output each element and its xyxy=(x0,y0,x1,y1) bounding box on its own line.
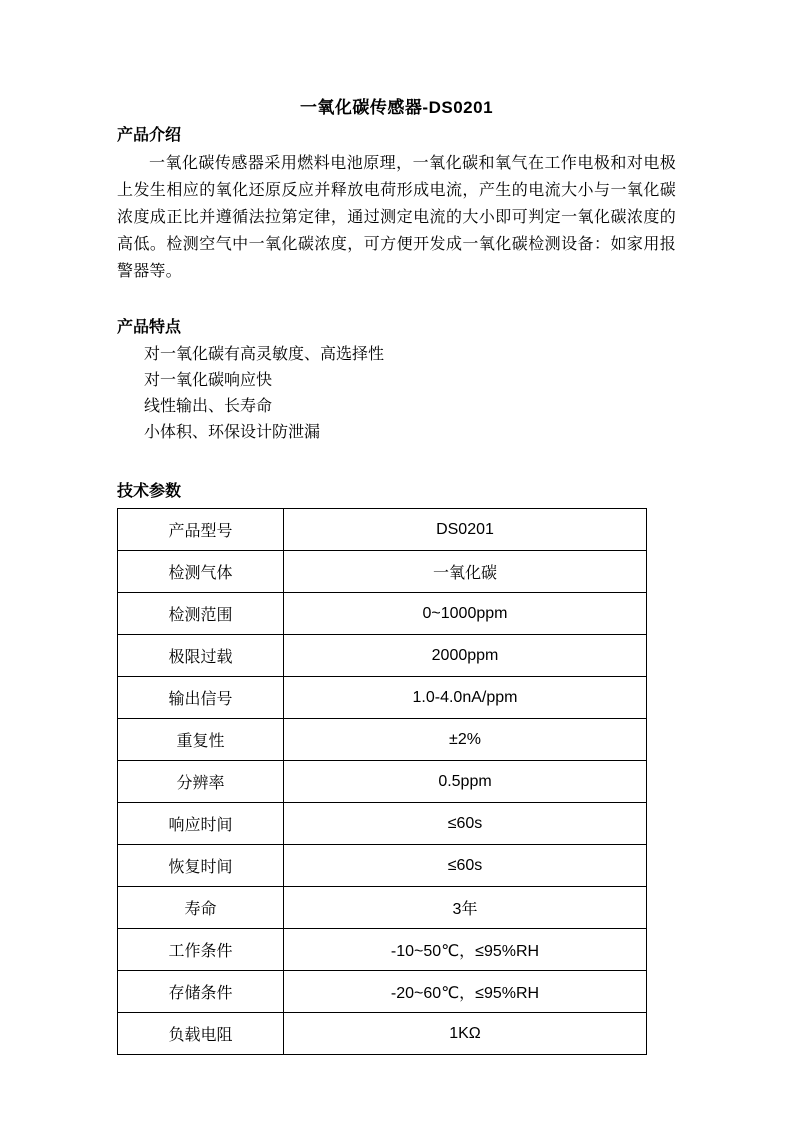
spec-row xyxy=(118,635,647,677)
spec-label-cell: 重复性 xyxy=(118,719,284,761)
spec-row xyxy=(118,971,647,1013)
spec-value-cell: 一氧化碳 xyxy=(284,551,647,593)
specs-table-body xyxy=(118,509,647,1055)
intro-paragraph: 一氧化碳传感器采用燃料电池原理，一氧化碳和氧气在工作电极和对电极上发生相应的氧化还原反应并释放电荷形成电流，产生的电流大小与一氧化碳浓度成正比并遵循法拉第定律，通过测定电流的大小即可判定一氧化碳浓度的高低。检测空气中一氧化碳浓度，可方便开发成一氧化碳检测设备：如家用报警器等。 xyxy=(117,155,676,280)
spec-label-cell: 分辨率 xyxy=(118,761,284,803)
spec-row xyxy=(118,845,647,887)
spec-row xyxy=(118,509,647,551)
spec-value-cell: 0~1000ppm xyxy=(284,593,647,635)
document-title: 一氧化碳传感器-DS0201 xyxy=(299,98,494,117)
spec-row xyxy=(118,1013,647,1055)
spec-value-cell: 0.5ppm xyxy=(284,761,647,803)
spec-label-cell: 极限过载 xyxy=(118,635,284,677)
specs-heading: 技术参数 xyxy=(117,483,182,500)
feature-item: 对一氧化碳有高灵敏度、高选择性 xyxy=(144,346,385,363)
spec-value-cell: 3年 xyxy=(284,887,647,929)
feature-item: 线性输出、长寿命 xyxy=(144,398,273,415)
spec-label-cell: 检测范围 xyxy=(118,593,284,635)
spec-row xyxy=(118,803,647,845)
spec-value-cell: ≤60s xyxy=(284,845,647,887)
spec-row xyxy=(118,593,647,635)
spec-label-cell: 产品型号 xyxy=(118,509,284,551)
spec-label-cell: 检测气体 xyxy=(118,551,284,593)
spec-row xyxy=(118,761,647,803)
specs-table xyxy=(117,508,647,1055)
spec-value-cell: -20~60℃，≤95%RH xyxy=(284,971,647,1013)
spec-row xyxy=(118,719,647,761)
spec-label-cell: 输出信号 xyxy=(118,677,284,719)
spec-label-cell: 寿命 xyxy=(118,887,284,929)
spec-label-cell: 响应时间 xyxy=(118,803,284,845)
spec-value-cell: 1.0-4.0nA/ppm xyxy=(284,677,647,719)
features-heading: 产品特点 xyxy=(117,319,182,336)
spec-value-cell: -10~50℃，≤95%RH xyxy=(284,929,647,971)
spec-value-cell: 2000ppm xyxy=(284,635,647,677)
intro-heading: 产品介绍 xyxy=(117,127,182,144)
spec-label-cell: 负载电阻 xyxy=(118,1013,284,1055)
spec-value-cell: DS0201 xyxy=(284,509,647,551)
spec-row xyxy=(118,887,647,929)
spec-row xyxy=(118,551,647,593)
spec-row xyxy=(118,929,647,971)
feature-item: 小体积、环保设计防泄漏 xyxy=(144,424,321,441)
spec-value-cell: ≤60s xyxy=(284,803,647,845)
spec-value-cell: ±2% xyxy=(284,719,647,761)
spec-label-cell: 存储条件 xyxy=(118,971,284,1013)
feature-item: 对一氧化碳响应快 xyxy=(144,372,273,389)
spec-row xyxy=(118,677,647,719)
feature-list xyxy=(117,342,676,446)
spec-label-cell: 工作条件 xyxy=(118,929,284,971)
spec-value-cell: 1KΩ xyxy=(284,1013,647,1055)
spec-label-cell: 恢复时间 xyxy=(118,845,284,887)
